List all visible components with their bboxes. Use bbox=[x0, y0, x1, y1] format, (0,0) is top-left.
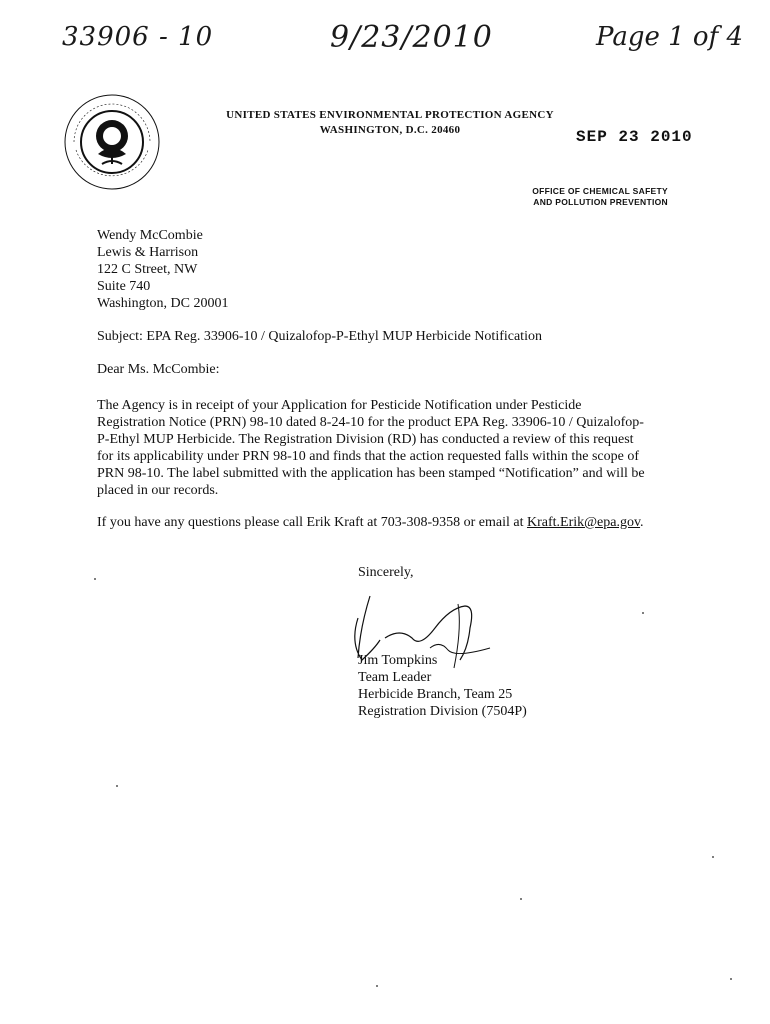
contact-end: . bbox=[640, 515, 644, 530]
agency-address: WASHINGTON, D.C. 20460 bbox=[319, 124, 461, 136]
body-line: P-Ethyl MUP Herbicide. The Registration Division (RD) has conducted a review of this request bbox=[97, 432, 634, 447]
received-stamp: SEP 23 2010 bbox=[576, 128, 693, 146]
salutation: Dear Ms. McCombie: bbox=[97, 362, 220, 377]
recipient-suite: Suite 740 bbox=[97, 279, 151, 294]
body-line: PRN 98-10. The label submitted with the application has been stamped “Notification” and will be bbox=[97, 466, 645, 481]
contact-line bbox=[97, 514, 644, 531]
body-line: for its applicability under PRN 98-10 and finds that the action requested falls within the scope of bbox=[97, 449, 639, 464]
contact-text: If you have any questions please call Erik Kraft at 703-308-9358 or email at bbox=[97, 515, 527, 530]
office-line-1: OFFICE OF CHEMICAL SAFETY bbox=[532, 186, 668, 196]
epa-seal-icon bbox=[62, 92, 162, 192]
signer-name: Jim Tompkins bbox=[358, 653, 438, 668]
scan-speck bbox=[94, 578, 96, 580]
subject-line: Subject: EPA Reg. 33906-10 / Quizalofop-P-Ethyl MUP Herbicide Notification bbox=[97, 329, 542, 344]
office-line bbox=[532, 186, 668, 208]
signer-title: Team Leader bbox=[358, 670, 432, 685]
letterhead bbox=[180, 108, 600, 138]
signature-block bbox=[358, 652, 527, 720]
office-line-2: AND POLLUTION PREVENTION bbox=[533, 197, 668, 207]
date-annotation: 9/23/2010 bbox=[330, 20, 493, 55]
email-link[interactable]: Kraft.Erik@epa.gov bbox=[526, 515, 641, 530]
scan-speck bbox=[520, 898, 522, 900]
ref-number-annotation: 33906 - 10 bbox=[62, 22, 214, 52]
signer-division: Registration Division (7504P) bbox=[358, 704, 527, 719]
scan-speck bbox=[730, 978, 732, 980]
recipient-city: Washington, DC 20001 bbox=[97, 296, 229, 311]
agency-name: UNITED STATES ENVIRONMENTAL PROTECTION AGENCY bbox=[226, 109, 554, 121]
body-line: The Agency is in receipt of your Application for Pesticide Notification under Pesticide bbox=[97, 398, 582, 413]
body-line: Registration Notice (PRN) 98-10 dated 8-24-10 for the product EPA Reg. 33906-10 / Quizalofop- bbox=[97, 415, 644, 430]
recipient-company: Lewis & Harrison bbox=[97, 245, 199, 260]
recipient-address bbox=[97, 227, 228, 312]
scan-speck bbox=[116, 785, 118, 787]
scan-speck bbox=[712, 856, 714, 858]
closing: Sincerely, bbox=[358, 565, 414, 580]
scan-speck bbox=[376, 985, 378, 987]
scan-speck bbox=[642, 612, 644, 614]
body-paragraph bbox=[97, 397, 687, 499]
body-line: placed in our records. bbox=[97, 483, 219, 498]
recipient-name: Wendy McCombie bbox=[97, 228, 203, 243]
recipient-street: 122 C Street, NW bbox=[97, 262, 198, 277]
page-annotation: Page 1 of 4 bbox=[596, 22, 744, 52]
signer-branch: Herbicide Branch, Team 25 bbox=[358, 687, 513, 702]
